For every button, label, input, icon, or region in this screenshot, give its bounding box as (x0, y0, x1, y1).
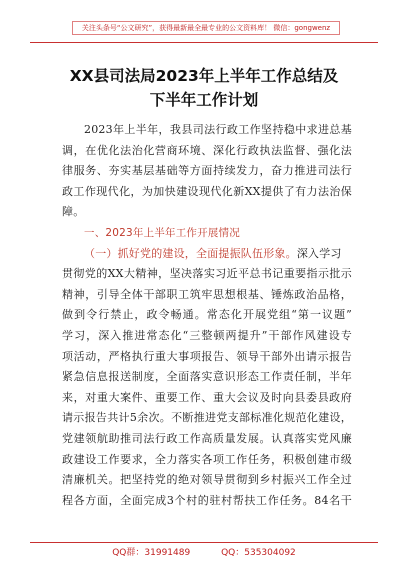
paragraph-line: 学习，深入推进常态化“三整顿两提升”干部作风建设专 (62, 328, 352, 342)
intro-paragraph (62, 120, 352, 223)
paragraph-line: 党建领航助推司法行政工作高质量发展。认真落实党风廉 (62, 431, 352, 445)
paragraph-tail-text: 深入学习 (296, 246, 342, 260)
header-divider (30, 42, 378, 43)
paragraph-line: 政工作现代化，为加快建设现代化新XX提供了有力法治保 (62, 184, 352, 198)
paragraph-line: 律服务、夯实基层基础等方面持续发力，奋力推进司法行 (62, 164, 352, 178)
document-body (62, 120, 352, 511)
paragraph-line: 程各方面，全面完成3个村的驻村帮扶工作任务。84名干 (62, 493, 352, 507)
footer-qq-group: QQ群：31991489 (112, 548, 191, 558)
paragraph-line: 障。 (62, 205, 85, 219)
title-line-1: XX县司法局2023年上半年工作总结及 (69, 67, 339, 85)
section-heading: 一、2023年上半年工作开展情况 (84, 226, 240, 239)
title-line-2: 下半年工作计划 (149, 91, 259, 109)
paragraph-line: 贯彻党的XX大精神，坚决落实习近平总书记重要指示批示 (62, 267, 352, 281)
paragraph-line: 清廉机关。把坚持党的绝对领导贯彻到乡村振兴工作全过 (62, 473, 352, 487)
paragraph-line: 政建设工作要求，全力落实各项工作任务，积极创建市级 (62, 452, 352, 466)
subsection-heading: （一）抓好党的建设，全面提振队伍形象。 (84, 246, 297, 260)
paragraph-first-line (62, 244, 352, 265)
paragraph-line: 精神，引导全体干部职工筑牢思想根基、锤炼政治品格， (62, 287, 352, 301)
paragraph-line: 来，对重大案件、重要工作、重大会议及时向县委县政府 (62, 390, 352, 404)
paragraph-line: 紧急信息报送制度，全面落实意识形态工作责任制，半年 (62, 370, 352, 384)
paragraph-line: 2023年上半年，我县司法行政工作坚持稳中求进总基 (84, 123, 352, 136)
footer-qq: QQ：535304092 (221, 548, 296, 558)
document-title (30, 64, 378, 112)
paragraph-line: 请示报告共计5余次。不断推进党支部标准化规范化建设， (62, 411, 352, 425)
paragraph-line: 项活动，严格执行重大事项报告、领导干部外出请示报告 (62, 349, 352, 363)
paragraph-line: 调，在优化法治化营商环境、深化行政执法监督、强化法 (62, 143, 352, 157)
footer-contact (30, 546, 378, 560)
section-paragraph (62, 244, 352, 512)
paragraph-line: 做到令行禁止，政令畅通。常态化开展党组“第一议题” (62, 308, 352, 322)
promo-banner: 关注头条号“公文研究”，获得最新最全最专业的公文资料库！ 微信：gongwenz (72, 21, 340, 35)
footer-divider (30, 542, 378, 543)
